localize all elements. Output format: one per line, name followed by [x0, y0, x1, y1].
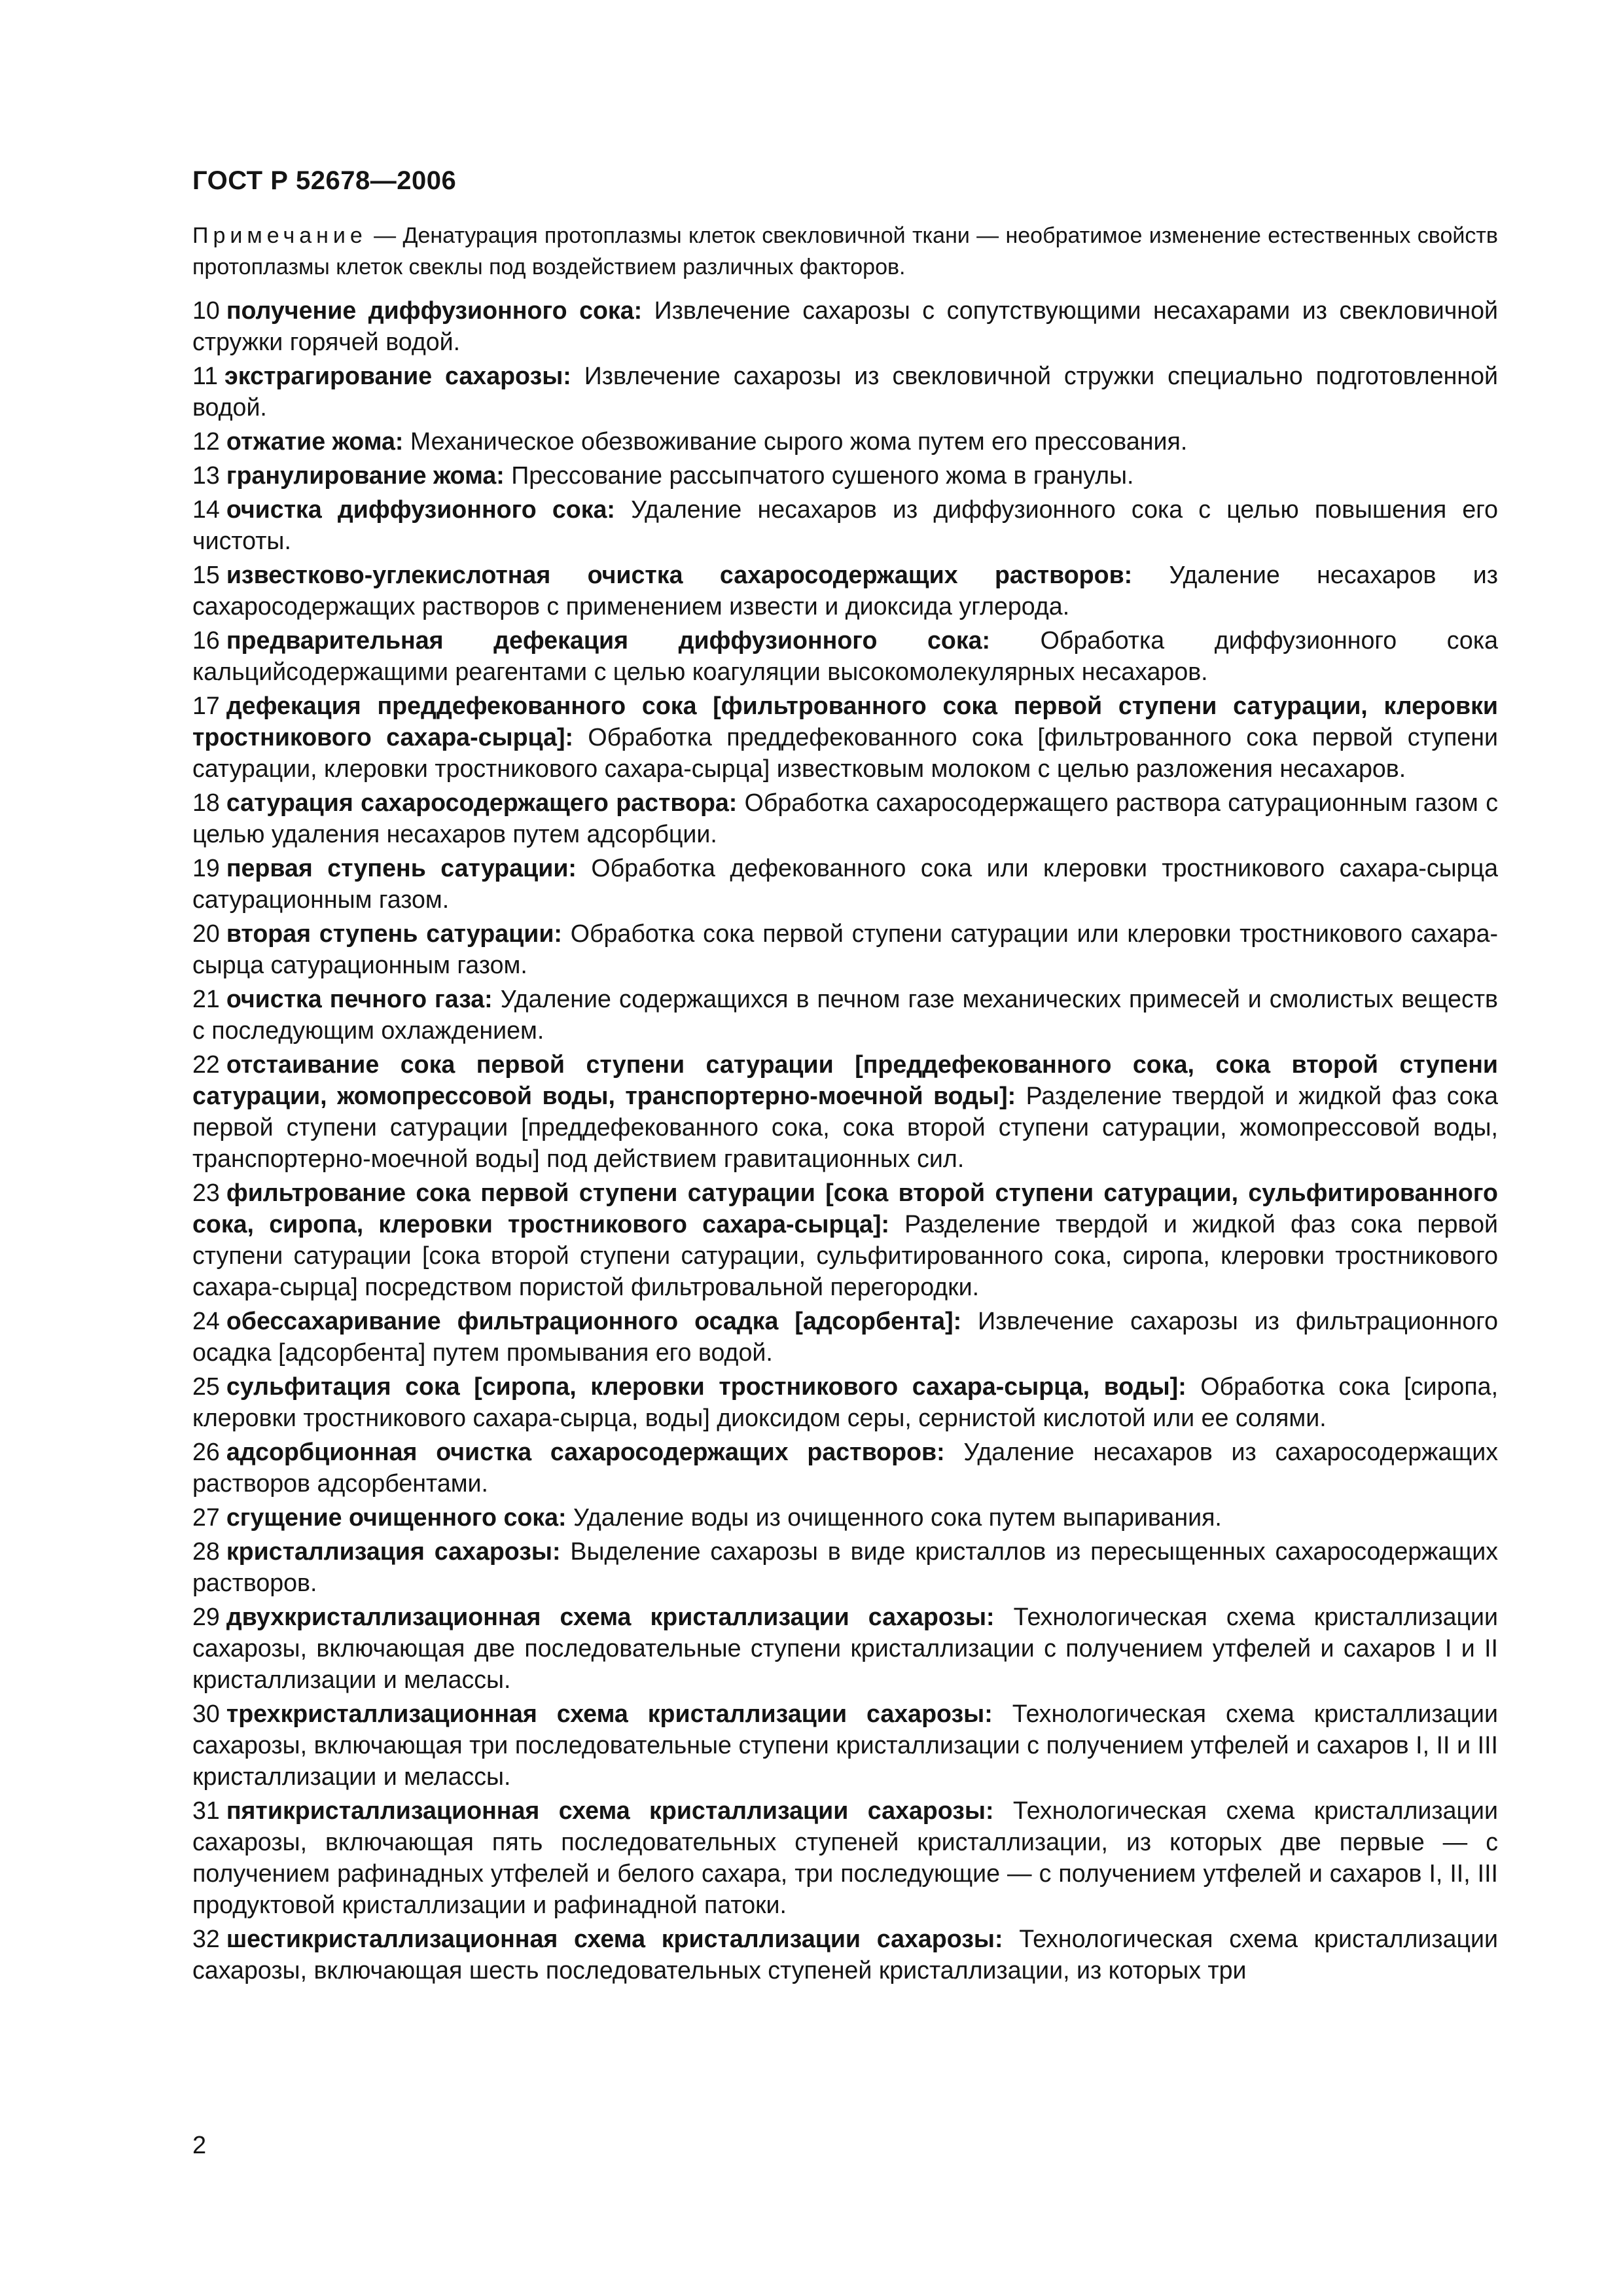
term-name: адсорбционная очистка сахаросодержащих растворов:	[226, 1438, 945, 1465]
term-name: предварительная дефекация диффузионного сока:	[226, 626, 991, 654]
term-entry	[192, 787, 1498, 850]
term-number: 24	[192, 1307, 220, 1335]
term-name: отжатие жома:	[226, 427, 404, 455]
term-number: 12	[192, 427, 220, 455]
note-label: Примечание	[192, 223, 367, 248]
term-name: получение диффузионного сока:	[226, 296, 643, 324]
term-number: 23	[192, 1179, 220, 1206]
term-entry	[192, 493, 1498, 556]
document-body	[192, 220, 1498, 1988]
term-definition: Извлечение сахарозы из свекловичной стружки специально подготовленной водой.	[192, 362, 1498, 421]
term-definition: Технологическая схема кристаллизации сахарозы, включающая две последовательные ступени кристаллизации с получением утфелей и сахаров I и II кристаллизации и мелассы.	[192, 1603, 1498, 1693]
term-name: сатурация сахаросодержащего раствора:	[226, 789, 738, 816]
term-name: обессахаривание фильтрационного осадка [адсорбента]:	[226, 1307, 962, 1335]
term-entry	[192, 559, 1498, 622]
term-definition: Удаление несахаров из сахаросодержащих растворов с применением извести и диоксида углерода.	[192, 561, 1498, 620]
term-entry	[192, 1601, 1498, 1695]
term-name: очистка диффузионного сока:	[226, 495, 615, 523]
term-name: первая ступень сатурации:	[226, 854, 577, 882]
term-definition: Разделение твердой и жидкой фаз сока первой ступени сатурации [преддефекованного сока, сока второй ступени сатурации, жомопрессовой воды, транспортерно-моечной воды] под действием гравитационных сил.	[192, 1082, 1498, 1172]
term-definition: Удаление несахаров из сахаросодержащих растворов адсорбентами.	[192, 1438, 1499, 1497]
term-name: экстрагирование сахарозы:	[224, 362, 571, 389]
term-name: сгущение очищенного сока:	[226, 1503, 567, 1531]
term-number: 16	[192, 626, 220, 654]
page-number: 2	[192, 2132, 207, 2159]
term-entry	[192, 1177, 1498, 1302]
term-name: сульфитация сока [сиропа, клеровки тростникового сахара-сырца, воды]:	[226, 1372, 1186, 1400]
term-number: 20	[192, 920, 220, 947]
term-number: 13	[192, 461, 220, 489]
term-definition: Извлечение сахарозы из фильтрационного осадка [адсорбента] путем промывания его водой.	[192, 1307, 1499, 1366]
term-definition: Технологическая схема кристаллизации сахарозы, включающая три последовательные ступени кристаллизации с получением утфелей и сахаров I, II и III кристаллизации и мелассы.	[192, 1700, 1498, 1790]
term-name: кристаллизация сахарозы:	[226, 1537, 561, 1565]
term-number: 21	[192, 985, 220, 1013]
note-paragraph	[192, 220, 1498, 283]
term-definition: Разделение твердой и жидкой фаз сока первой ступени сатурации [сока второй ступени сатурации, сульфитированного сока, сиропа, клеровки тростникового сахара-сырца] посредством пористой фильтровальной перегородки.	[192, 1210, 1498, 1300]
term-name: шестикристаллизационная схема кристаллизации сахарозы:	[226, 1925, 1003, 1952]
term-entry	[192, 983, 1498, 1046]
term-number: 32	[192, 1925, 220, 1952]
term-definition: Обработка диффузионного сока кальцийсодержащими реагентами с целью коагуляции высокомолекулярных несахаров.	[192, 626, 1498, 685]
term-definition: Удаление воды из очищенного сока путем выпаривания.	[566, 1503, 1222, 1531]
term-name: дефекация преддефекованного сока [фильтрованного сока первой ступени сатурации, клеровки тростникового сахара-сырца]:	[192, 692, 1498, 751]
term-entry	[192, 1535, 1498, 1598]
term-number: 14	[192, 495, 220, 523]
term-definition: Технологическая схема кристаллизации сахарозы, включающая шесть последовательных ступеней кристаллизации, из которых три	[192, 1925, 1498, 1984]
term-definition: Обработка сока первой ступени сатурации или клеровки тростникового сахара-сырца сатурационным газом.	[192, 920, 1498, 978]
term-name: фильтрование сока первой ступени сатурации [сока второй ступени сатурации, сульфитированного сока, сиропа, клеровки тростникового сахара-сырца]:	[192, 1179, 1498, 1238]
term-entry	[192, 690, 1498, 784]
term-number: 26	[192, 1438, 220, 1465]
term-number: 29	[192, 1603, 220, 1630]
term-definition: Прессование рассыпчатого сушеного жома в гранулы.	[504, 461, 1134, 489]
term-name: двухкристаллизационная схема кристаллизации сахарозы:	[226, 1603, 995, 1630]
term-name: отстаивание сока первой ступени сатурации [преддефекованного сока, сока второй ступени сатурации, жомопрессовой воды, транспортерно-моечной воды]:	[192, 1050, 1498, 1109]
term-number: 25	[192, 1372, 220, 1400]
term-number: 28	[192, 1537, 220, 1565]
term-definition: Обработка сахаросодержащего раствора сатурационным газом с целью удаления несахаров путем адсорбции.	[192, 789, 1498, 848]
term-number: 19	[192, 854, 220, 882]
term-name: гранулирование жома:	[226, 461, 505, 489]
term-entry	[192, 1371, 1498, 1433]
term-entry	[192, 918, 1498, 980]
term-definition: Механическое обезвоживание сырого жома путем его прессования.	[403, 427, 1188, 455]
term-number: 31	[192, 1797, 220, 1824]
term-definition: Обработка дефекованного сока или клеровки тростникового сахара-сырца сатурационным газом.	[192, 854, 1498, 913]
term-entry	[192, 1698, 1498, 1792]
term-entry	[192, 295, 1498, 357]
term-entry	[192, 624, 1498, 687]
term-definition: Выделение сахарозы в виде кристаллов из пересыщенных сахаросодержащих растворов.	[192, 1537, 1498, 1596]
term-number: 30	[192, 1700, 220, 1727]
term-name: пятикристаллизационная схема кристаллизации сахарозы:	[226, 1797, 994, 1824]
term-entry	[192, 1436, 1498, 1499]
term-entry	[192, 852, 1498, 915]
term-name: трехкристаллизационная схема кристаллизации сахарозы:	[226, 1700, 993, 1727]
term-number: 15	[192, 561, 220, 588]
term-definition: Технологическая схема кристаллизации сахарозы, включающая пять последовательных ступеней кристаллизации, из которых две первые — с получением рафинадных утфелей и белого сахара, три последующие — с получением утфелей и сахаров I, II, III продуктовой кристаллизации и рафинадной патоки.	[192, 1797, 1498, 1918]
term-number: 18	[192, 789, 220, 816]
term-name: вторая ступень сатурации:	[226, 920, 562, 947]
term-name: очистка печного газа:	[226, 985, 493, 1013]
term-entry	[192, 1049, 1498, 1174]
term-definition: Удаление содержащихся в печном газе механических примесей и смолистых веществ с последующим охлаждением.	[192, 985, 1499, 1044]
term-entry	[192, 1501, 1498, 1533]
term-number: 11	[192, 362, 219, 389]
term-definition: Обработка преддефекованного сока [фильтрованного сока первой ступени сатурации, клеровки тростникового сахара-сырца] известковым молоком с целью разложения несахаров.	[192, 723, 1498, 782]
term-number: 22	[192, 1050, 220, 1078]
term-entry	[192, 1923, 1498, 1986]
document-header: ГОСТ Р 52678—2006	[192, 166, 457, 195]
term-entry	[192, 1305, 1498, 1368]
term-name: известково-углекислотная очистка сахаросодержащих растворов:	[226, 561, 1133, 588]
term-definition: Извлечение сахарозы с сопутствующими несахарами из свекловичной стружки горячей водой.	[192, 296, 1498, 355]
term-number: 27	[192, 1503, 220, 1531]
term-entry	[192, 459, 1498, 491]
term-entry	[192, 1795, 1498, 1920]
term-entry	[192, 360, 1498, 423]
note-text: — Денатурация протоплазмы клеток свекловичной ткани — необратимое изменение естественных свойств протоплазмы клеток свеклы под воздействием различных факторов.	[192, 223, 1498, 279]
term-number: 10	[192, 296, 220, 324]
term-number: 17	[192, 692, 220, 719]
term-entry	[192, 425, 1498, 457]
term-definition: Обработка сока [сиропа, клеровки тростникового сахара-сырца, воды] диоксидом серы, сернистой кислотой или ее солями.	[192, 1372, 1499, 1431]
terms-list	[192, 295, 1498, 1986]
term-definition: Удаление несахаров из диффузионного сока с целью повышения его чистоты.	[192, 495, 1498, 554]
